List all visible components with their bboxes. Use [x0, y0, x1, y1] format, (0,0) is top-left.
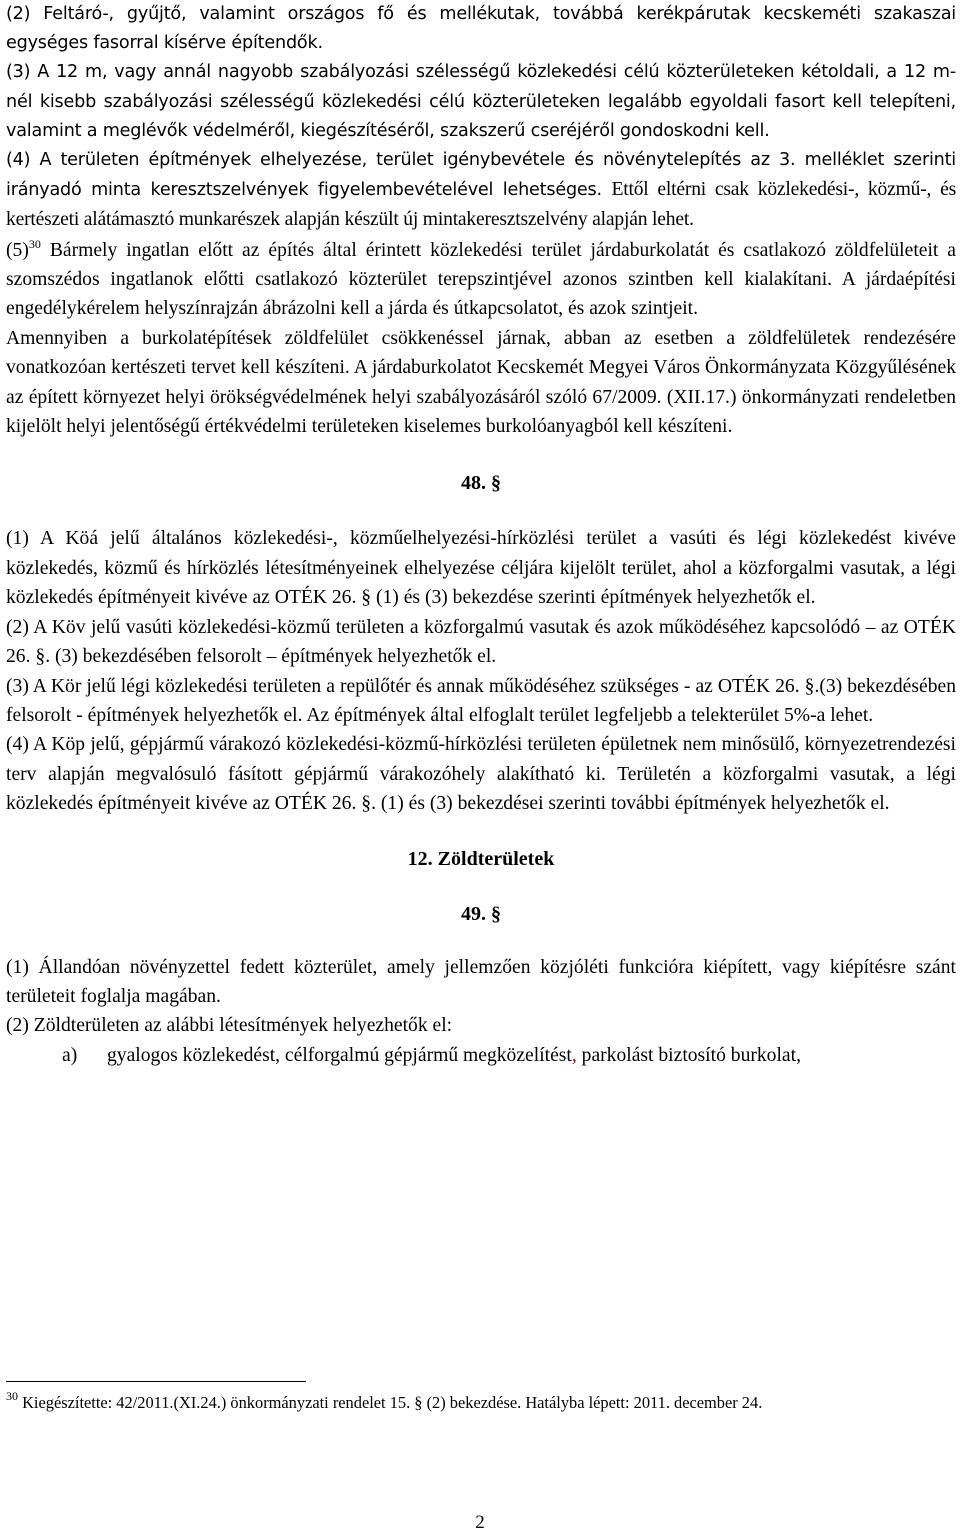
footnote-text: Kiegészítette: 42/2011.(XI.24.) önkormányzati rendelet 15. § (2) bekezdése. Hatályba lépett: 2011. december 24. [18, 1393, 763, 1412]
paragraph-47-4 [6, 146, 956, 236]
paragraph-47-5 [6, 236, 956, 324]
footnote-separator [6, 1381, 306, 1382]
section-heading-49: 49. § [461, 902, 501, 925]
page-number: 2 [475, 1512, 485, 1533]
paragraph-47-5-label: (5) [6, 239, 29, 261]
paragraph-48-1: (1) A Köá jelű általános közlekedési-, közműelhelyezési-hírközlési terület a vasúti és légi közlekedést kivéve közlekedés, közmű és hírközlés létesítményeinek elhelyezése céljára kijelölt terület, ahol a közforgalmi vasutak, a légi közlekedés építményeit kivéve az OTÉK 26. § (1) és (3) bekezdése szerinti építmények helyezhetők el. [6, 528, 956, 609]
paragraph-47-5-continued: Amennyiben a burkolatépítések zöldfelület csökkenéssel járnak, abban az esetben a zöldfelületek rendezésére vonatkozóan kertészeti tervet kell készíteni. A járdaburkolatot Kecskemét Megyei Város Önkormányzata Közgyűlésének az épített környezet helyi örökségvédelmének helyi szabályozásáról szóló 67/2009. (XII.17.) önkormányzati rendeletben kijelölt helyi jelentőségű értékvédelmi területeken kiselemes burkolóanyagból kell készíteni. [6, 327, 956, 438]
list-item-a-comma: , [571, 1044, 577, 1066]
section-heading-48: 48. § [461, 472, 501, 495]
paragraph-49-2: (2) Zöldterületen az alábbi létesítmények helyezhetők el: [6, 1015, 453, 1037]
footnote-reference[interactable]: 30 [28, 236, 41, 251]
paragraph-47-4-part-b: Ettől eltérni csak közlekedési-, közmű-, és kertészeti alátámasztó munkarészek alapján készült új mintakeresztszelvény alapján lehet. [6, 179, 956, 231]
paragraph-49-1: (1) Állandóan növényzettel fedett közterület, amely jellemzően közjóléti funkcióra kiépített, vagy kiépítésre szánt területeit foglalja magában. [6, 956, 956, 1007]
paragraph-48-4: (4) A Köp jelű, gépjármű várakozó közlekedési-közmű-hírközlési területen épületnek nem minősülő, környezetrendezési terv alapján megvalósuló fásított gépjármű várakozóhely alakítható ki. Területén a közforgalmi vasutak, a légi közlekedés építményeit kivéve az OTÉK 26. §. (1) és (3) bekezdései szerinti további építmények helyezhetők el. [6, 734, 956, 815]
chapter-heading-12: 12. Zöldterületek [407, 847, 555, 870]
paragraph-47-3: (3) A 12 m, vagy annál nagyobb szabályozási szélességű közlekedési célú közterületeken kétoldali, a 12 m-nél kisebb szabályozási szélességű közlekedési célú közterületeken legalább egyoldali fasort kell telepíteni, valamint a meglévők védelméről, kiegészítéséről, szakszerű cseréjéről gondoskodni kell. [6, 62, 956, 141]
paragraph-47-4-part-a: (4) A területen építmények elhelyezése, terület igénybevétele és növénytelepítés az 3. melléklet szerinti irányadó minta keresztszelvények figyelembevételével lehetséges. [6, 150, 956, 201]
paragraph-48-2: (2) A Köv jelű vasúti közlekedési-közmű területen a közforgalmú vasutak és azok működéséhez kapcsolódó – az OTÉK 26. §. (3) bekezdésében felsorolt – építmények helyezhetők el. [6, 616, 956, 668]
paragraph-48-3: (3) A Kör jelű légi közlekedési területen a repülőtér és annak működéséhez szükséges - az OTÉK 26. §.(3) bekezdésében felsorolt - építmények helyezhetők el. Az építmények által elfoglalt terület legfeljebb a telekterület 5%-a lehet. [6, 675, 956, 726]
list-item-a-text-rest: parkolást biztosító burkolat, [576, 1044, 801, 1066]
list-item-a-text: gyalogos közlekedést, célforgalmú gépjármű megközelítést [107, 1044, 572, 1066]
document-page [6, 0, 956, 1070]
paragraph-47-2: (2) Feltáró-, gyűjtő, valamint országos fő és mellékutak, továbbá kerékpárutak kecskeméti szakaszai egységes fasorral kísérve építendők. [6, 4, 956, 54]
paragraph-47-5-text: Bármely ingatlan előtt az építés által érintett közlekedési terület járdaburkolatát és csatlakozó zöldfelületeit a szomszédos ingatlanok előtti csatlakozó közterület terepszintjével azonos szintben kell kialakítani. A járdaépítési engedélykérelem helyszínrajzán ábrázolni kell a járda és útkapcsolatot, és azok szintjeit. [6, 239, 956, 320]
footnote [6, 1389, 946, 1413]
list-item-a [6, 1041, 956, 1070]
list-item-a-marker: a) [62, 1044, 78, 1066]
footnote-number: 30 [6, 1389, 18, 1403]
